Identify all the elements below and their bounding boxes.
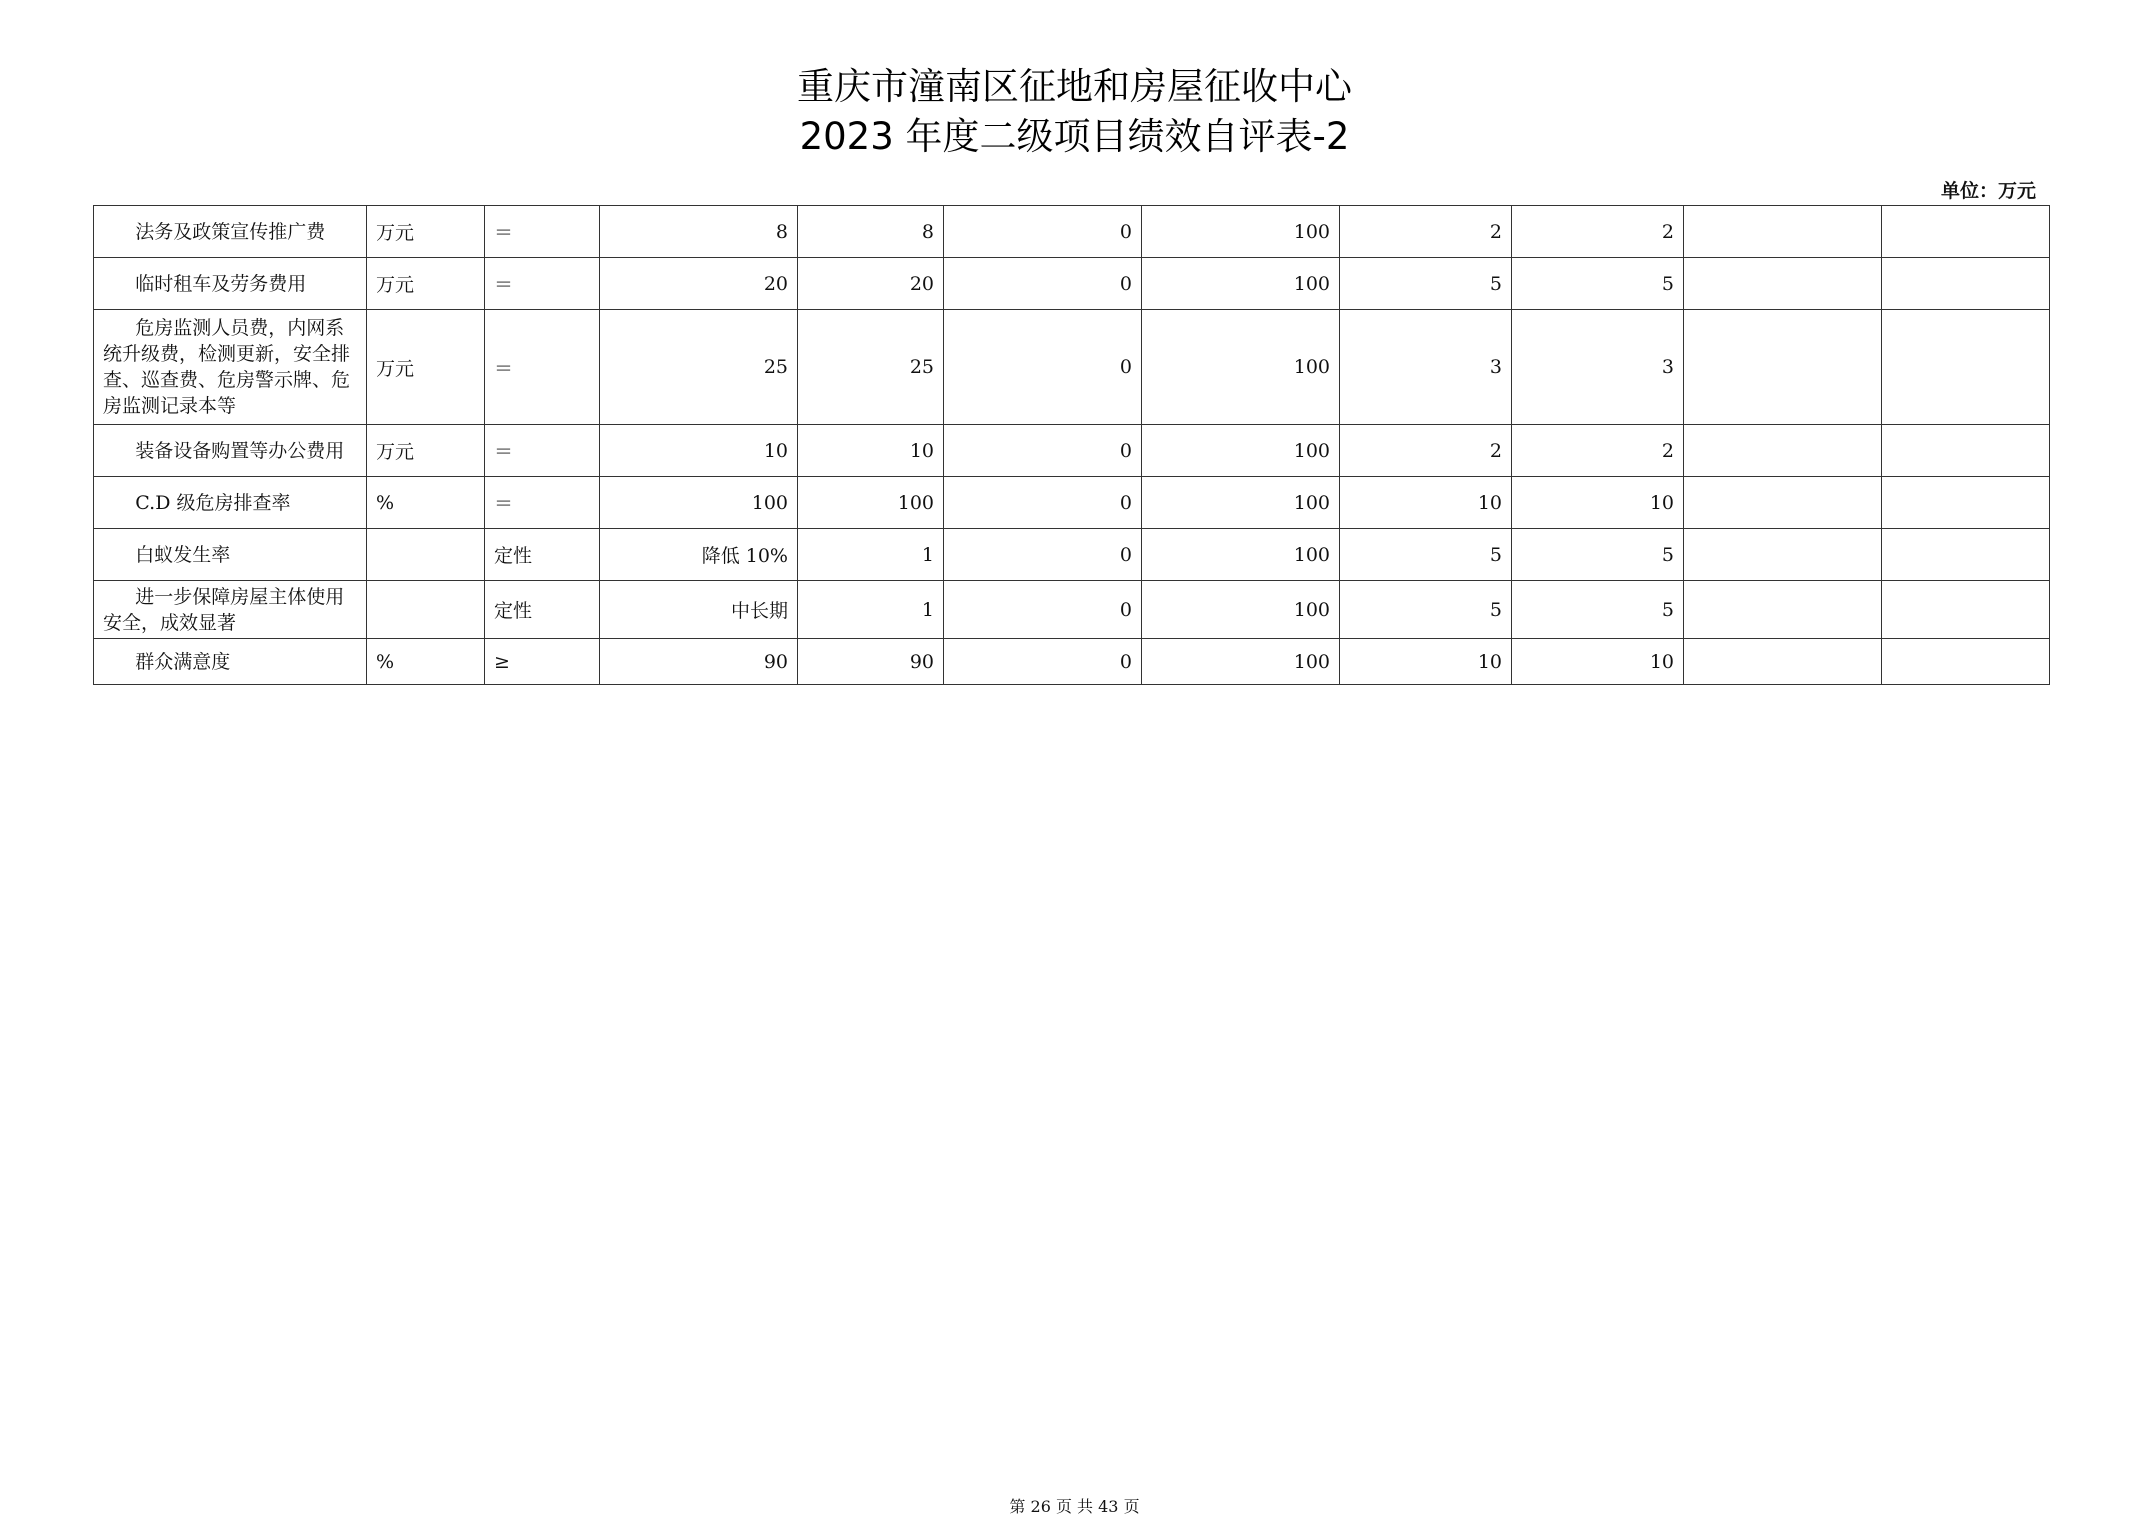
weight-cell: 3	[1340, 310, 1512, 425]
score-cell: 5	[1512, 258, 1684, 310]
symbol-cell: ≥	[485, 639, 600, 685]
unit-label: 单位：万元	[1940, 180, 2036, 202]
indicator-name: 白蚁发生率	[94, 529, 367, 581]
target-cell: 8	[600, 206, 798, 258]
table-row	[94, 258, 2050, 310]
empty-cell	[1684, 639, 1882, 685]
weight-cell: 2	[1340, 206, 1512, 258]
unit-cell: 万元	[367, 258, 485, 310]
weight-cell: 5	[1340, 258, 1512, 310]
target-cell: 降低 10%	[600, 529, 798, 581]
score-cell: 2	[1512, 206, 1684, 258]
indicator-name: 危房监测人员费，内网系统升级费，检测更新，安全排查、巡查费、危房警示牌、危房监测记录本等	[94, 310, 367, 425]
actual-cell: 1	[798, 529, 944, 581]
unit-cell: 万元	[367, 310, 485, 425]
deviation-cell: 0	[944, 529, 1142, 581]
indicator-name: 群众满意度	[94, 639, 367, 685]
empty-cell	[1684, 581, 1882, 639]
actual-cell: 8	[798, 206, 944, 258]
weight-cell: 2	[1340, 425, 1512, 477]
deviation-cell: 0	[944, 639, 1142, 685]
table-row	[94, 581, 2050, 639]
weight-cell: 10	[1340, 477, 1512, 529]
rate-cell: 100	[1142, 529, 1340, 581]
empty-cell	[1882, 425, 2050, 477]
actual-cell: 90	[798, 639, 944, 685]
score-cell: 3	[1512, 310, 1684, 425]
rate-cell: 100	[1142, 477, 1340, 529]
score-cell: 5	[1512, 529, 1684, 581]
target-cell: 90	[600, 639, 798, 685]
unit-cell	[367, 529, 485, 581]
symbol-cell: ＝	[485, 206, 600, 258]
deviation-cell: 0	[944, 258, 1142, 310]
empty-cell	[1684, 310, 1882, 425]
unit-cell	[367, 581, 485, 639]
document-title: 重庆市潼南区征地和房屋征收中心	[797, 65, 1352, 108]
empty-cell	[1882, 581, 2050, 639]
target-cell: 20	[600, 258, 798, 310]
page-number: 第 26 页 共 43 页	[1009, 1497, 1140, 1516]
unit-cell: 万元	[367, 206, 485, 258]
deviation-cell: 0	[944, 581, 1142, 639]
performance-table	[93, 205, 2050, 685]
weight-cell: 5	[1340, 581, 1512, 639]
empty-cell	[1882, 310, 2050, 425]
rate-cell: 100	[1142, 206, 1340, 258]
empty-cell	[1882, 477, 2050, 529]
target-cell: 10	[600, 425, 798, 477]
empty-cell	[1882, 639, 2050, 685]
empty-cell	[1684, 258, 1882, 310]
score-cell: 5	[1512, 581, 1684, 639]
weight-cell: 5	[1340, 529, 1512, 581]
score-cell: 10	[1512, 639, 1684, 685]
document-subtitle: 2023 年度二级项目绩效自评表-2	[799, 115, 1350, 158]
rate-cell: 100	[1142, 581, 1340, 639]
indicator-name: 装备设备购置等办公费用	[94, 425, 367, 477]
rate-cell: 100	[1142, 425, 1340, 477]
table-row	[94, 639, 2050, 685]
deviation-cell: 0	[944, 425, 1142, 477]
target-cell: 中长期	[600, 581, 798, 639]
weight-cell: 10	[1340, 639, 1512, 685]
indicator-name: C.D 级危房排查率	[94, 477, 367, 529]
deviation-cell: 0	[944, 206, 1142, 258]
unit-cell: %	[367, 477, 485, 529]
target-cell: 25	[600, 310, 798, 425]
rate-cell: 100	[1142, 639, 1340, 685]
symbol-cell: 定性	[485, 581, 600, 639]
indicator-name: 进一步保障房屋主体使用安全，成效显著	[94, 581, 367, 639]
symbol-cell: ＝	[485, 310, 600, 425]
actual-cell: 100	[798, 477, 944, 529]
table-row	[94, 310, 2050, 425]
empty-cell	[1882, 258, 2050, 310]
empty-cell	[1684, 425, 1882, 477]
empty-cell	[1882, 206, 2050, 258]
table-row	[94, 529, 2050, 581]
empty-cell	[1882, 529, 2050, 581]
deviation-cell: 0	[944, 310, 1142, 425]
table-row	[94, 425, 2050, 477]
deviation-cell: 0	[944, 477, 1142, 529]
score-cell: 2	[1512, 425, 1684, 477]
symbol-cell: ＝	[485, 425, 600, 477]
empty-cell	[1684, 206, 1882, 258]
unit-cell: 万元	[367, 425, 485, 477]
rate-cell: 100	[1142, 258, 1340, 310]
empty-cell	[1684, 529, 1882, 581]
actual-cell: 10	[798, 425, 944, 477]
target-cell: 100	[600, 477, 798, 529]
indicator-name: 临时租车及劳务费用	[94, 258, 367, 310]
rate-cell: 100	[1142, 310, 1340, 425]
symbol-cell: 定性	[485, 529, 600, 581]
actual-cell: 25	[798, 310, 944, 425]
score-cell: 10	[1512, 477, 1684, 529]
table-row	[94, 206, 2050, 258]
symbol-cell: ＝	[485, 477, 600, 529]
empty-cell	[1684, 477, 1882, 529]
unit-cell: %	[367, 639, 485, 685]
symbol-cell: ＝	[485, 258, 600, 310]
indicator-name: 法务及政策宣传推广费	[94, 206, 367, 258]
actual-cell: 1	[798, 581, 944, 639]
table-row	[94, 477, 2050, 529]
actual-cell: 20	[798, 258, 944, 310]
